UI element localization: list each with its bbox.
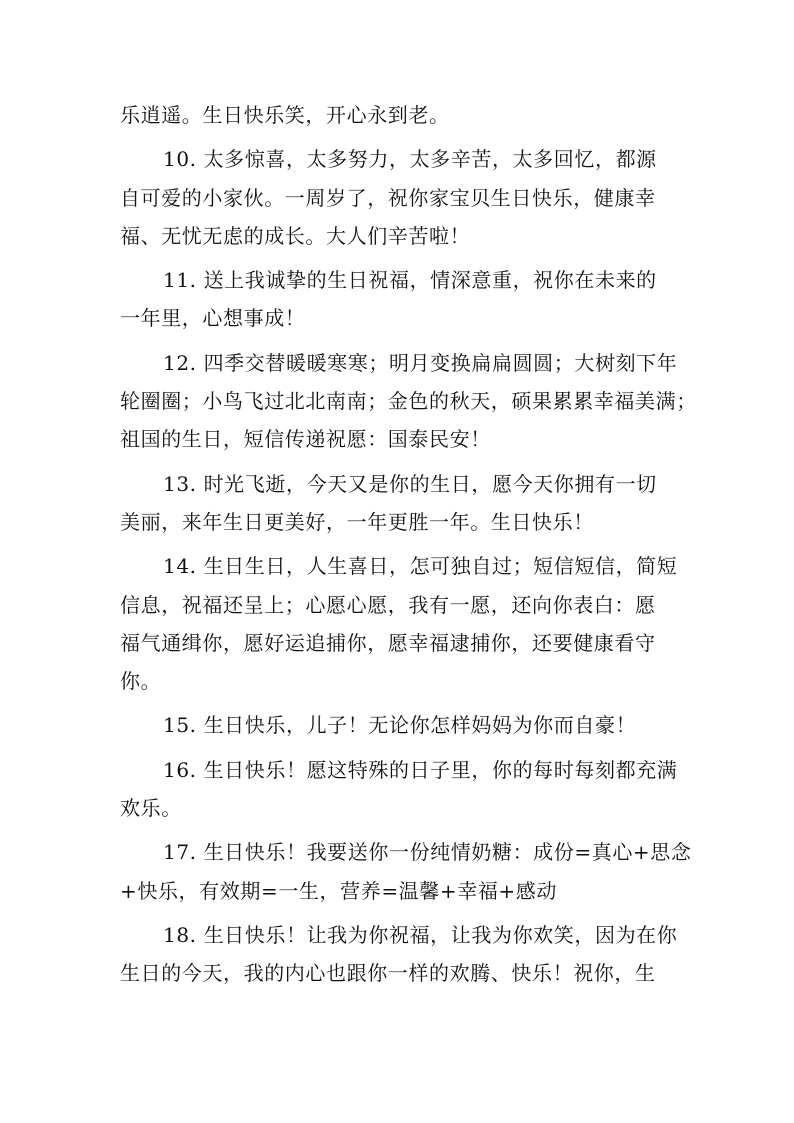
paragraph-line: 15. 生日快乐，儿子！无论你怎样妈妈为你而自豪！ xyxy=(163,713,637,738)
paragraph-18 xyxy=(120,916,676,993)
paragraph-15 xyxy=(120,706,676,744)
paragraph-9-tail xyxy=(120,96,676,134)
paragraph-line: 福气通缉你，愿好运追捕你，愿幸福逮捕你，还要健康看守 xyxy=(120,630,656,655)
paragraph-line: 欢乐。 xyxy=(120,796,182,821)
paragraph-16 xyxy=(120,751,676,828)
paragraph-line: 11. 送上我诚挚的生日祝福，情深意重，祝你在未来的 xyxy=(163,268,657,293)
paragraph-line: 自可爱的小家伙。一周岁了，祝你家宝贝生日快乐，健康幸 xyxy=(120,185,656,210)
paragraph-line: 13. 时光飞逝，今天又是你的生日，愿今天你拥有一切 xyxy=(163,471,657,496)
paragraph-line: 生日的今天，我的内心也跟你一样的欢腾、快乐！祝你，生 xyxy=(120,961,656,986)
paragraph-14 xyxy=(120,547,676,700)
paragraph-line: 12. 四季交替暖暖寒寒；明月变换扁扁圆圆；大树刻下年 xyxy=(163,350,678,375)
paragraph-13 xyxy=(120,465,676,542)
paragraph-line: 美丽，来年生日更美好，一年更胜一年。生日快乐！ xyxy=(120,509,594,534)
paragraph-line: 轮圈圈；小鸟飞过北北南南；金色的秋天，硕果累累幸福美满； xyxy=(120,389,697,414)
paragraph-17 xyxy=(120,833,692,910)
paragraph-line: 信息，祝福还呈上；心愿心愿，我有一愿，还向你表白：愿 xyxy=(120,592,656,617)
paragraph-line: 一年里，心想事成！ xyxy=(120,306,306,331)
paragraph-line: 14. 生日生日，人生喜日，怎可独自过；短信短信，简短 xyxy=(163,554,678,579)
paragraph-line: 16. 生日快乐！愿这特殊的日子里，你的每时每刻都充满 xyxy=(163,757,678,782)
paragraph-line: 10. 太多惊喜，太多努力，太多辛苦，太多回忆，都源 xyxy=(163,147,657,172)
paragraph-line: 乐逍遥。生日快乐笑，开心永到老。 xyxy=(120,103,450,127)
paragraph-line: 福、无忧无虑的成长。大人们辛苦啦！ xyxy=(120,223,471,248)
paragraph-line: +快乐，有效期=一生，营养=温馨+幸福+感动 xyxy=(120,878,557,903)
paragraph-line: 18. 生日快乐！让我为你祝福，让我为你欢笑，因为在你 xyxy=(163,922,678,947)
paragraph-12 xyxy=(120,344,697,459)
paragraph-line: 17. 生日快乐！我要送你一份纯情奶糖：成份=真心+思念 xyxy=(163,840,692,865)
paragraph-line: 你。 xyxy=(120,669,162,694)
paragraph-10 xyxy=(120,140,676,255)
paragraph-11 xyxy=(120,261,676,338)
document-page xyxy=(120,96,697,993)
paragraph-line: 祖国的生日，短信传递祝愿：国泰民安！ xyxy=(120,427,491,452)
